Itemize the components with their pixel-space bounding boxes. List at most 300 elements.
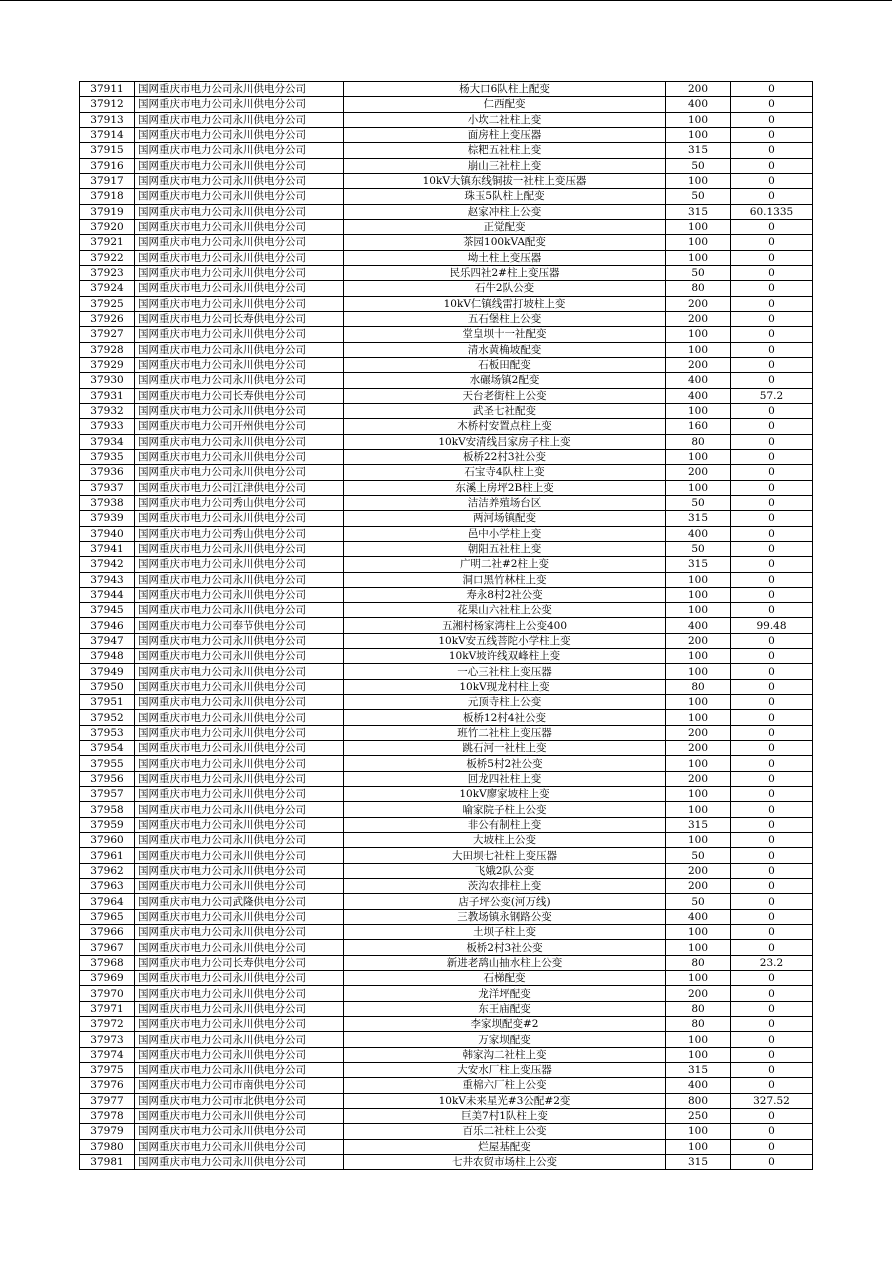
company-cell: 国网重庆市电力公司永川供电分公司 [135,909,344,924]
transformer-name-cell: 非公有制柱上变 [344,817,666,832]
value-cell: 0 [731,97,813,112]
capacity-cell: 100 [666,1124,731,1139]
transformer-name-cell: 巨美7村1队柱上变 [344,1108,666,1123]
table-row [80,204,813,219]
table-row [80,1032,813,1047]
row-id-cell: 37914 [80,127,135,142]
company-cell: 国网重庆市电力公司永川供电分公司 [135,756,344,771]
company-cell: 国网重庆市电力公司永川供电分公司 [135,971,344,986]
company-cell: 国网重庆市电力公司永川供电分公司 [135,833,344,848]
row-id-cell: 37949 [80,664,135,679]
company-cell: 国网重庆市电力公司永川供电分公司 [135,465,344,480]
transformer-name-cell: 万家坝配变 [344,1032,666,1047]
capacity-cell: 50 [666,265,731,280]
company-cell: 国网重庆市电力公司永川供电分公司 [135,725,344,740]
capacity-cell: 100 [666,756,731,771]
table-row [80,771,813,786]
table-row [80,281,813,296]
table-row [80,802,813,817]
value-cell: 0 [731,649,813,664]
table-row [80,1047,813,1062]
company-cell: 国网重庆市电力公司永川供电分公司 [135,219,344,234]
table-row [80,833,813,848]
value-cell: 0 [731,848,813,863]
row-id-cell: 37911 [80,82,135,97]
row-id-cell: 37950 [80,679,135,694]
row-id-cell: 37970 [80,986,135,1001]
table-row [80,82,813,97]
company-cell: 国网重庆市电力公司永川供电分公司 [135,572,344,587]
row-id-cell: 37943 [80,572,135,587]
company-cell: 国网重庆市电力公司永川供电分公司 [135,863,344,878]
row-id-cell: 37953 [80,725,135,740]
transformer-name-cell: 堂皇坝十一社配变 [344,327,666,342]
capacity-cell: 100 [666,787,731,802]
table-row [80,1108,813,1123]
value-cell: 0 [731,82,813,97]
row-id-cell: 37940 [80,526,135,541]
transformer-name-cell: 店子坪公变(河万线) [344,894,666,909]
transformer-name-cell: 天台老街柱上公变 [344,388,666,403]
company-cell: 国网重庆市电力公司永川供电分公司 [135,1063,344,1078]
capacity-cell: 200 [666,633,731,648]
row-id-cell: 37932 [80,403,135,418]
company-cell: 国网重庆市电力公司永川供电分公司 [135,787,344,802]
company-cell: 国网重庆市电力公司永川供电分公司 [135,1047,344,1062]
value-cell: 0 [731,419,813,434]
capacity-cell: 50 [666,894,731,909]
value-cell: 0 [731,940,813,955]
table-row [80,940,813,955]
company-cell: 国网重庆市电力公司永川供电分公司 [135,649,344,664]
row-id-cell: 37912 [80,97,135,112]
transformer-name-cell: 李家坝配变#2 [344,1017,666,1032]
capacity-cell: 100 [666,925,731,940]
company-cell: 国网重庆市电力公司秀山供电分公司 [135,495,344,510]
capacity-cell: 50 [666,541,731,556]
company-cell: 国网重庆市电力公司永川供电分公司 [135,189,344,204]
capacity-cell: 100 [666,1032,731,1047]
row-id-cell: 37946 [80,618,135,633]
company-cell: 国网重庆市电力公司秀山供电分公司 [135,526,344,541]
transformer-name-cell: 水碾场镇2配变 [344,373,666,388]
row-id-cell: 37913 [80,112,135,127]
value-cell: 0 [731,603,813,618]
row-id-cell: 37971 [80,1001,135,1016]
row-id-cell: 37964 [80,894,135,909]
transformer-name-cell: 东溪上房坪2B柱上变 [344,480,666,495]
table-body [80,82,813,1170]
table-row [80,1154,813,1169]
row-id-cell: 37939 [80,511,135,526]
page-top-rule [0,0,892,1]
row-id-cell: 37919 [80,204,135,219]
table-row [80,1017,813,1032]
value-cell: 0 [731,817,813,832]
company-cell: 国网重庆市电力公司永川供电分公司 [135,112,344,127]
row-id-cell: 37979 [80,1124,135,1139]
transformer-name-cell: 坳土柱上变压器 [344,250,666,265]
transformer-name-cell: 珠玉5队柱上配变 [344,189,666,204]
row-id-cell: 37968 [80,955,135,970]
company-cell: 国网重庆市电力公司永川供电分公司 [135,204,344,219]
value-cell: 99.48 [731,618,813,633]
company-cell: 国网重庆市电力公司永川供电分公司 [135,357,344,372]
transformer-name-cell: 元顶寺柱上公变 [344,695,666,710]
capacity-cell: 200 [666,771,731,786]
table-row [80,143,813,158]
company-cell: 国网重庆市电力公司永川供电分公司 [135,557,344,572]
row-id-cell: 37963 [80,879,135,894]
value-cell: 0 [731,296,813,311]
company-cell: 国网重庆市电力公司永川供电分公司 [135,1139,344,1154]
row-id-cell: 37961 [80,848,135,863]
capacity-cell: 80 [666,1001,731,1016]
company-cell: 国网重庆市电力公司永川供电分公司 [135,511,344,526]
table-row [80,1063,813,1078]
value-cell: 0 [731,710,813,725]
capacity-cell: 200 [666,465,731,480]
value-cell: 0 [731,787,813,802]
capacity-cell: 400 [666,388,731,403]
capacity-cell: 50 [666,848,731,863]
company-cell: 国网重庆市电力公司永川供电分公司 [135,373,344,388]
company-cell: 国网重庆市电力公司永川供电分公司 [135,173,344,188]
value-cell: 0 [731,756,813,771]
table-row [80,879,813,894]
transformer-name-cell: 重棉六厂柱上公变 [344,1078,666,1093]
row-id-cell: 37922 [80,250,135,265]
company-cell: 国网重庆市电力公司永川供电分公司 [135,940,344,955]
table-row [80,1078,813,1093]
row-id-cell: 37951 [80,695,135,710]
company-cell: 国网重庆市电力公司永川供电分公司 [135,250,344,265]
capacity-cell: 315 [666,204,731,219]
transformer-name-cell: 10kV大镇东线铜拔一社柱上变压器 [344,173,666,188]
row-id-cell: 37916 [80,158,135,173]
table-row [80,1124,813,1139]
row-id-cell: 37969 [80,971,135,986]
transformer-name-cell: 面房柱上变压器 [344,127,666,142]
capacity-cell: 100 [666,250,731,265]
capacity-cell: 400 [666,909,731,924]
transformer-name-cell: 烂屋基配变 [344,1139,666,1154]
company-cell: 国网重庆市电力公司永川供电分公司 [135,296,344,311]
company-cell: 国网重庆市电力公司永川供电分公司 [135,664,344,679]
table-row [80,603,813,618]
capacity-cell: 100 [666,587,731,602]
row-id-cell: 37967 [80,940,135,955]
table-row [80,557,813,572]
table-row [80,112,813,127]
value-cell: 0 [731,235,813,250]
company-cell: 国网重庆市电力公司永川供电分公司 [135,986,344,1001]
value-cell: 0 [731,879,813,894]
table-row [80,495,813,510]
row-id-cell: 37960 [80,833,135,848]
value-cell: 0 [731,909,813,924]
transformer-name-cell: 10kV仁镇线雷打坡柱上变 [344,296,666,311]
transformer-name-cell: 仁西配变 [344,97,666,112]
capacity-cell: 100 [666,695,731,710]
capacity-cell: 400 [666,373,731,388]
value-cell: 0 [731,572,813,587]
transformer-name-cell: 飞娥2队公变 [344,863,666,878]
value-cell: 0 [731,679,813,694]
capacity-cell: 315 [666,1154,731,1169]
capacity-cell: 80 [666,955,731,970]
value-cell: 0 [731,863,813,878]
transformer-name-cell: 茨沟农排柱上变 [344,879,666,894]
row-id-cell: 37958 [80,802,135,817]
company-cell: 国网重庆市电力公司永川供电分公司 [135,403,344,418]
capacity-cell: 315 [666,143,731,158]
row-id-cell: 37962 [80,863,135,878]
table-row [80,357,813,372]
company-cell: 国网重庆市电力公司长寿供电分公司 [135,955,344,970]
value-cell: 0 [731,465,813,480]
company-cell: 国网重庆市电力公司市南供电分公司 [135,1078,344,1093]
value-cell: 0 [731,1001,813,1016]
capacity-cell: 100 [666,403,731,418]
value-cell: 0 [731,633,813,648]
transformer-name-cell: 两河场镇配变 [344,511,666,526]
row-id-cell: 37929 [80,357,135,372]
capacity-cell: 400 [666,618,731,633]
transformer-name-cell: 板桥12村4社公变 [344,710,666,725]
transformer-name-cell: 棕粑五社柱上变 [344,143,666,158]
value-cell: 0 [731,511,813,526]
transformer-name-cell: 喻家院子柱上公变 [344,802,666,817]
company-cell: 国网重庆市电力公司长寿供电分公司 [135,311,344,326]
table-row [80,710,813,725]
value-cell: 0 [731,189,813,204]
value-cell: 0 [731,173,813,188]
capacity-cell: 100 [666,480,731,495]
row-id-cell: 37976 [80,1078,135,1093]
value-cell: 0 [731,986,813,1001]
company-cell: 国网重庆市电力公司长寿供电分公司 [135,388,344,403]
row-id-cell: 37944 [80,587,135,602]
company-cell: 国网重庆市电力公司江津供电分公司 [135,480,344,495]
transformer-name-cell: 百乐二社柱上公变 [344,1124,666,1139]
company-cell: 国网重庆市电力公司永川供电分公司 [135,1124,344,1139]
table-row [80,971,813,986]
transformer-name-cell: 三教场镇永钢路公变 [344,909,666,924]
transformer-name-cell: 10kV坡许线双峰柱上变 [344,649,666,664]
value-cell: 0 [731,373,813,388]
capacity-cell: 315 [666,511,731,526]
transformer-name-cell: 回龙四社柱上变 [344,771,666,786]
transformer-name-cell: 花果山六社柱上公变 [344,603,666,618]
table-row [80,925,813,940]
capacity-cell: 100 [666,449,731,464]
capacity-cell: 100 [666,327,731,342]
transformer-name-cell: 木桥村安置点柱上变 [344,419,666,434]
capacity-cell: 200 [666,725,731,740]
capacity-cell: 315 [666,1063,731,1078]
row-id-cell: 37947 [80,633,135,648]
row-id-cell: 37920 [80,219,135,234]
row-id-cell: 37974 [80,1047,135,1062]
value-cell: 0 [731,894,813,909]
company-cell: 国网重庆市电力公司永川供电分公司 [135,235,344,250]
company-cell: 国网重庆市电力公司永川供电分公司 [135,695,344,710]
capacity-cell: 100 [666,1139,731,1154]
value-cell: 0 [731,1124,813,1139]
capacity-cell: 400 [666,1078,731,1093]
value-cell: 0 [731,1032,813,1047]
company-cell: 国网重庆市电力公司永川供电分公司 [135,1001,344,1016]
row-id-cell: 37954 [80,741,135,756]
row-id-cell: 37921 [80,235,135,250]
row-id-cell: 37981 [80,1154,135,1169]
transformer-name-cell: 班竹二社柱上变压器 [344,725,666,740]
company-cell: 国网重庆市电力公司永川供电分公司 [135,633,344,648]
row-id-cell: 37977 [80,1093,135,1108]
value-cell: 0 [731,741,813,756]
company-cell: 国网重庆市电力公司永川供电分公司 [135,143,344,158]
value-cell: 0 [731,250,813,265]
capacity-cell: 100 [666,802,731,817]
company-cell: 国网重庆市电力公司市北供电分公司 [135,1093,344,1108]
capacity-cell: 100 [666,342,731,357]
row-id-cell: 37973 [80,1032,135,1047]
row-id-cell: 37952 [80,710,135,725]
table-row [80,572,813,587]
row-id-cell: 37934 [80,434,135,449]
row-id-cell: 37938 [80,495,135,510]
capacity-cell: 100 [666,235,731,250]
transformer-name-cell: 清水黄桷坡配变 [344,342,666,357]
value-cell: 0 [731,1017,813,1032]
transformer-name-cell: 民乐四社2#柱上变压器 [344,265,666,280]
table-row [80,235,813,250]
row-id-cell: 37935 [80,449,135,464]
row-id-cell: 37936 [80,465,135,480]
table-row [80,909,813,924]
row-id-cell: 37928 [80,342,135,357]
capacity-cell: 100 [666,112,731,127]
company-cell: 国网重庆市电力公司武隆供电分公司 [135,894,344,909]
transformer-name-cell: 武圣七社配变 [344,403,666,418]
transformer-name-cell: 土坝子柱上变 [344,925,666,940]
row-id-cell: 37955 [80,756,135,771]
row-id-cell: 37925 [80,296,135,311]
company-cell: 国网重庆市电力公司永川供电分公司 [135,1017,344,1032]
capacity-cell: 250 [666,1108,731,1123]
company-cell: 国网重庆市电力公司永川供电分公司 [135,1108,344,1123]
table-row [80,1139,813,1154]
capacity-cell: 200 [666,986,731,1001]
table-row [80,511,813,526]
transformer-name-cell: 石梯配变 [344,971,666,986]
table-row [80,449,813,464]
transformer-name-cell: 新进老鸹山抽水柱上公变 [344,955,666,970]
capacity-cell: 80 [666,679,731,694]
company-cell: 国网重庆市电力公司永川供电分公司 [135,281,344,296]
transformer-name-cell: 石板田配变 [344,357,666,372]
transformer-name-cell: 大田坝七社柱上变压器 [344,848,666,863]
table-row [80,327,813,342]
value-cell: 0 [731,833,813,848]
company-cell: 国网重庆市电力公司永川供电分公司 [135,265,344,280]
transformer-name-cell: 正觉配变 [344,219,666,234]
row-id-cell: 37941 [80,541,135,556]
transformer-name-cell: 崩山三社柱上变 [344,158,666,173]
row-id-cell: 37945 [80,603,135,618]
company-cell: 国网重庆市电力公司永川供电分公司 [135,817,344,832]
transformer-name-cell: 一心三社柱上变压器 [344,664,666,679]
company-cell: 国网重庆市电力公司永川供电分公司 [135,1032,344,1047]
row-id-cell: 37918 [80,189,135,204]
table-row [80,526,813,541]
value-cell: 0 [731,357,813,372]
company-cell: 国网重庆市电力公司永川供电分公司 [135,127,344,142]
value-cell: 0 [731,143,813,158]
transformer-name-cell: 板桥2村3社公变 [344,940,666,955]
value-cell: 0 [731,1047,813,1062]
value-cell: 0 [731,403,813,418]
capacity-cell: 400 [666,97,731,112]
capacity-cell: 160 [666,419,731,434]
company-cell: 国网重庆市电力公司永川供电分公司 [135,97,344,112]
data-sheet [79,81,813,1170]
table-row [80,817,813,832]
capacity-cell: 200 [666,741,731,756]
row-id-cell: 37937 [80,480,135,495]
table-row [80,127,813,142]
transformer-table [79,81,813,1170]
transformer-name-cell: 洞口黑竹林柱上变 [344,572,666,587]
value-cell: 0 [731,971,813,986]
table-row [80,388,813,403]
table-row [80,695,813,710]
capacity-cell: 100 [666,1047,731,1062]
value-cell: 0 [731,495,813,510]
company-cell: 国网重庆市电力公司永川供电分公司 [135,603,344,618]
capacity-cell: 50 [666,158,731,173]
transformer-name-cell: 五湘村杨家湾柱上公变400 [344,618,666,633]
row-id-cell: 37948 [80,649,135,664]
value-cell: 0 [731,557,813,572]
table-row [80,1093,813,1108]
capacity-cell: 50 [666,495,731,510]
table-row [80,894,813,909]
row-id-cell: 37957 [80,787,135,802]
transformer-name-cell: 板桥5村2社公变 [344,756,666,771]
capacity-cell: 100 [666,649,731,664]
table-row [80,986,813,1001]
capacity-cell: 100 [666,664,731,679]
table-row [80,649,813,664]
company-cell: 国网重庆市电力公司永川供电分公司 [135,541,344,556]
value-cell: 0 [731,311,813,326]
capacity-cell: 100 [666,219,731,234]
value-cell: 0 [731,434,813,449]
company-cell: 国网重庆市电力公司永川供电分公司 [135,848,344,863]
company-cell: 国网重庆市电力公司永川供电分公司 [135,741,344,756]
value-cell: 0 [731,695,813,710]
value-cell: 23.2 [731,955,813,970]
capacity-cell: 100 [666,971,731,986]
company-cell: 国网重庆市电力公司永川供电分公司 [135,327,344,342]
transformer-name-cell: 小坎二社柱上变 [344,112,666,127]
capacity-cell: 200 [666,863,731,878]
row-id-cell: 37927 [80,327,135,342]
table-row [80,848,813,863]
row-id-cell: 37933 [80,419,135,434]
